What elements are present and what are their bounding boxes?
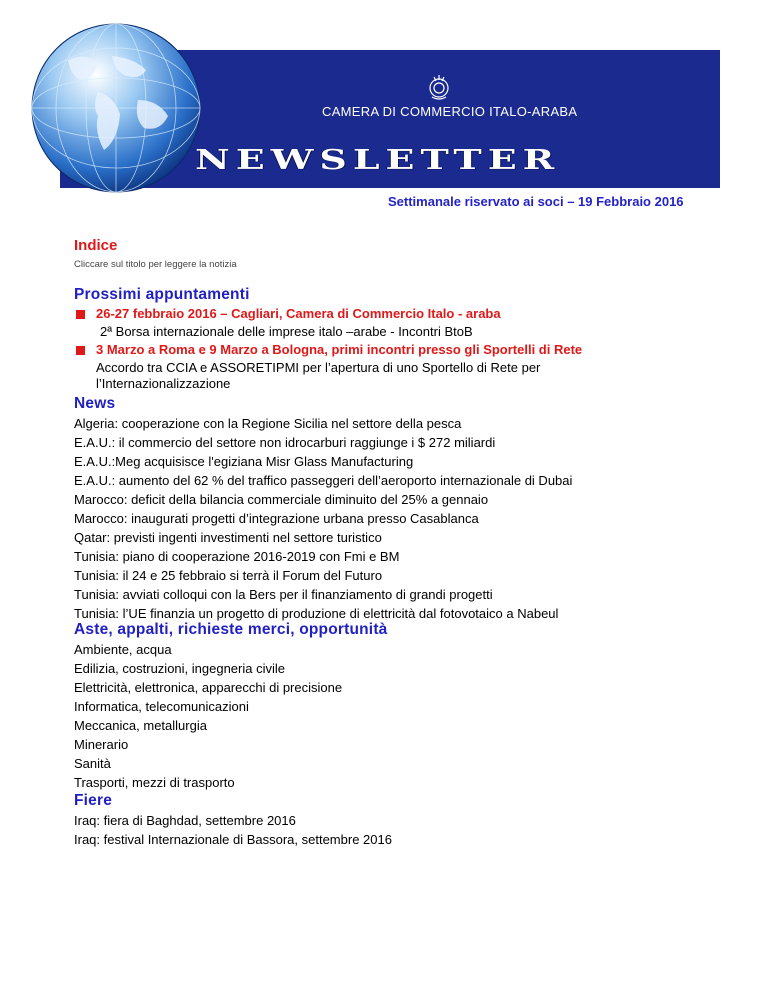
tender-category-link[interactable]: Meccanica, metallurgia: [74, 718, 207, 733]
tender-category-link[interactable]: Sanità: [74, 756, 111, 771]
news-link[interactable]: E.A.U.:Meg acquisisce l'egiziana Misr Glass Manufacturing: [74, 454, 414, 469]
chamber-name: CAMERA DI COMMERCIO ITALO-ARABA: [322, 104, 578, 119]
chamber-emblem-icon: [424, 72, 454, 102]
news-link[interactable]: Marocco: inaugurati progetti d’integrazione urbana presso Casablanca: [74, 511, 479, 526]
tender-category-link[interactable]: Edilizia, costruzioni, ingegneria civile: [74, 661, 285, 676]
newsletter-title: NEWSLETTER: [195, 143, 561, 176]
tenders-list: [74, 640, 342, 792]
globe-icon: [28, 20, 204, 196]
news-link[interactable]: Algeria: cooperazione con la Regione Sicilia nel settore della pesca: [74, 416, 462, 431]
tender-category-link[interactable]: Minerario: [74, 737, 129, 752]
fair-link[interactable]: Iraq: fiera di Baghdad, settembre 2016: [74, 813, 296, 828]
news-link[interactable]: Marocco: deficit della bilancia commerciale diminuito del 25% a gennaio: [74, 492, 489, 507]
appointment-desc: 2ª Borsa internazionale delle imprese italo –arabe - Incontri BtoB: [100, 324, 473, 339]
news-link[interactable]: E.A.U.: aumento del 62 % del traffico passeggeri dell’aeroporto internazionale di Dubai: [74, 473, 573, 488]
news-link[interactable]: Tunisia: avviati colloqui con la Bers per il finanziamento di grandi progetti: [74, 587, 493, 602]
appointment-link[interactable]: 26-27 febbraio 2016 – Cagliari, Camera di Commercio Italo - araba: [96, 306, 501, 321]
appointment-link[interactable]: 3 Marzo a Roma e 9 Marzo a Bologna, primi incontri presso gli Sportelli di Rete: [96, 342, 583, 357]
news-link[interactable]: Tunisia: piano di cooperazione 2016-2019 con Fmi e BM: [74, 549, 400, 564]
news-list: [74, 414, 572, 623]
bullet-icon: [76, 346, 85, 355]
news-link[interactable]: Tunisia: il 24 e 25 febbraio si terrà il Forum del Futuro: [74, 568, 383, 583]
tender-category-link[interactable]: Elettricità, elettronica, apparecchi di precisione: [74, 680, 343, 695]
tenders-title: Aste, appalti, richieste merci, opportunità: [74, 621, 388, 638]
fairs-title: Fiere: [74, 792, 113, 809]
news-link[interactable]: Qatar: previsti ingenti investimenti nel settore turistico: [74, 530, 382, 545]
fairs-list: [74, 811, 392, 849]
news-title: News: [74, 395, 116, 412]
fair-link[interactable]: Iraq: festival Internazionale di Bassora, settembre 2016: [74, 832, 392, 847]
newsletter-date: Settimanale riservato ai soci – 19 Febbraio 2016: [388, 194, 684, 209]
index-hint: Cliccare sul titolo per leggere la notizia: [74, 259, 237, 270]
appointment-desc: Accordo tra CCIA e ASSORETIPMI per l’apertura di uno Sportello di Rete per l’Internazionalizzazione: [96, 360, 541, 391]
news-link[interactable]: Tunisia: l’UE finanzia un progetto di produzione di elettricità dal fotovotaico a Nabeul: [74, 606, 559, 621]
bullet-icon: [76, 310, 85, 319]
appointments-title: Prossimi appuntamenti: [74, 286, 250, 303]
tender-category-link[interactable]: Trasporti, mezzi di trasporto: [74, 775, 235, 790]
tender-category-link[interactable]: Ambiente, acqua: [74, 642, 172, 657]
news-link[interactable]: E.A.U.: il commercio del settore non idrocarburi raggiunge i $ 272 miliardi: [74, 435, 496, 450]
tender-category-link[interactable]: Informatica, telecomunicazioni: [74, 699, 249, 714]
index-title: Indice: [74, 237, 118, 254]
